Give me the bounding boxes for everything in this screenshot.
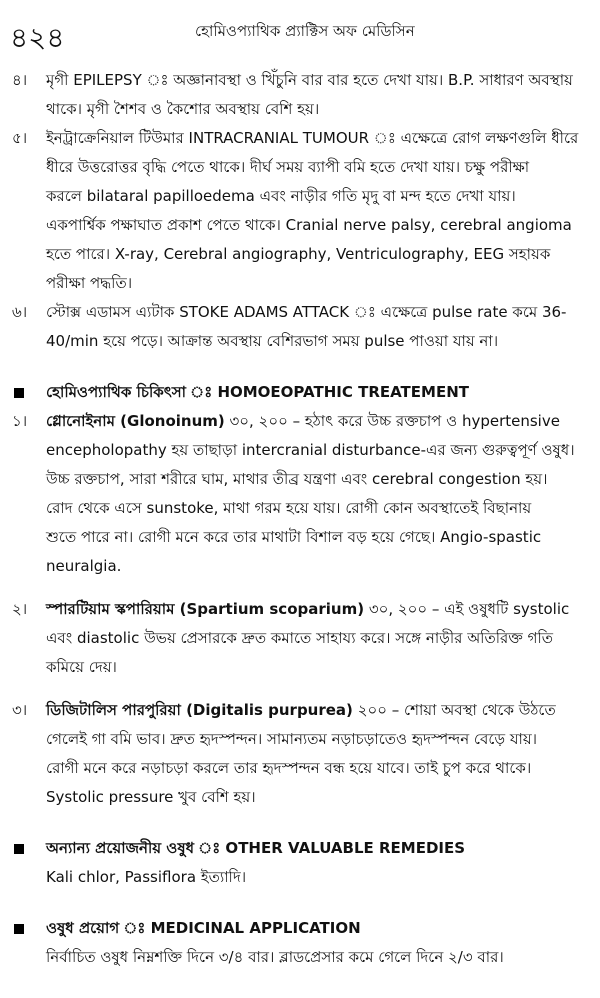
remedy-text: ৩০, ২০০ – এই ওষুধটি systolic — [364, 600, 570, 618]
text-line: হতে পারে। X-ray, Cerebral angiography, Ventriculography, EEG সহায়ক — [46, 245, 551, 263]
text-line: কমিয়ে দেয়। — [46, 658, 117, 676]
running-title: হোমিওপ্যাথিক প্র্যাক্টিস অফ মেডিসিন — [195, 22, 415, 40]
page-number: ৪২৪ — [10, 21, 65, 54]
list-item — [0, 298, 600, 356]
section-heading: অন্যান্য প্রয়োজনীয় ওষুধ ঃ OTHER VALUABLE REMEDIES — [46, 839, 466, 857]
text-line: নির্বাচিত ওষুধ নিম্নশক্তি দিনে ৩/৪ বার। ব্লাডপ্রেসার কমে গেলে দিনে ২/৩ বার। — [46, 948, 504, 966]
remedy-item — [0, 595, 600, 682]
application-section — [0, 914, 600, 972]
item-number: ৩। — [12, 701, 28, 719]
text-line: 40/min হয়ে পড়ে। আক্রান্ত অবস্থায় বেশিরভাগ সময় pulse পাওয়া যায় না। — [46, 332, 499, 350]
square-bullet-icon — [14, 844, 24, 854]
square-bullet-icon — [14, 388, 24, 398]
text-line: রোদ থেকে এসে sunstoke, মাথা গরম হয়ে যায়। রোগী কোন অবস্থাতেই বিছানায় — [46, 499, 532, 517]
text-line: মৃগী EPILEPSY ঃ অজ্ঞানাবস্থা ও খিঁচুনি বার বার হতে দেখা যায়। B.P. সাধারণ অবস্থায় — [46, 71, 573, 89]
remedy-name: গ্লোনোইনাম (Glonoinum) — [46, 412, 225, 430]
text-line: শুতে পারে না। রোগী মনে করে তার মাথাটা বিশাল বড় হয়ে গেছে। Angio-spastic — [46, 528, 542, 546]
text-line: রোগী মনে করে নড়াচড়া করলে তার হৃদস্পন্দন বন্ধ হয়ে যাবে। তাই চুপ করে থাকে। — [46, 759, 532, 777]
item-number: ৫। — [12, 129, 28, 147]
remedy-name: ডিজিটালিস পারপুরিয়া (Digitalis purpurea) — [46, 701, 353, 719]
item-number: ৬। — [12, 303, 28, 321]
other-remedies-section — [0, 834, 600, 892]
section-heading: হোমিওপ্যাথিক চিকিৎসা ঃ HOMOEOPATHIC TREATEMENT — [46, 383, 469, 401]
remedy-text: ২০০ – শোয়া অবস্থা থেকে উঠতে — [352, 701, 556, 719]
text-line: একপার্শ্বিক পক্ষাঘাত প্রকাশ পেতে থাকে। Cranial nerve palsy, cerebral angioma — [46, 216, 572, 234]
page-header — [0, 14, 600, 54]
list-item — [0, 124, 600, 298]
page-content — [0, 66, 600, 972]
text-line: encepholopathy হয় তাছাড়া intercranial disturbance-এর জন্য গুরুত্বপূর্ণ ওষুধ। — [46, 441, 575, 459]
list-item — [0, 66, 600, 124]
square-bullet-icon — [14, 924, 24, 934]
text-line: Kali chlor, Passiflora ইত্যাদি। — [46, 868, 247, 886]
remedy-name: স্পারটিয়াম স্কপারিয়াম (Spartium scoparium) — [46, 600, 365, 618]
text-line: ইনট্রাক্রেনিয়াল টিউমার INTRACRANIAL TUMOUR ঃ এক্ষেত্রে রোগ লক্ষণগুলি ধীরে — [46, 129, 579, 147]
text-line: ধীরে উত্তরোত্তর বৃদ্ধি পেতে থাকে। দীর্ঘ সময় ব্যাপী বমি হতে দেখা যায়। চক্ষু পরীক্ষা — [46, 158, 530, 176]
text-line — [46, 595, 586, 624]
text-line — [46, 696, 586, 725]
text-line: পরীক্ষা পদ্ধতি। — [46, 274, 133, 292]
text-line: neuralgia. — [46, 557, 122, 575]
item-number: ২। — [12, 600, 28, 618]
text-line: গেলেই গা বমি ভাব। দ্রুত হৃদস্পন্দন। সামান্যতম নড়াচড়াতেও হৃদস্পন্দন বেড়ে যায়। — [46, 730, 538, 748]
section-heading: ওষুধ প্রয়োগ ঃ MEDICINAL APPLICATION — [46, 919, 361, 937]
text-line: এবং diastolic উভয় প্রেসারকে দ্রুত কমাতে সাহায্য করে। সঙ্গে নাড়ীর অতিরিক্ত গতি — [46, 629, 553, 647]
text-line: করলে bilataral papilloedema এবং নাড়ীর গতি মৃদু বা মন্দ হতে দেখা যায়। — [46, 187, 516, 205]
text-line: Systolic pressure খুব বেশি হয়। — [46, 788, 256, 806]
remedy-item — [0, 407, 600, 581]
text-line: স্টোক্স এডামস এ্যটাক STOKE ADAMS ATTACK ঃ এক্ষেত্রে pulse rate কমে 36- — [46, 303, 567, 321]
item-number: ৪। — [12, 71, 28, 89]
item-number: ১। — [12, 412, 28, 430]
remedy-text: ৩০, ২০০ – হঠাৎ করে উচ্চ রক্তচাপ ও hypertensive — [224, 412, 560, 430]
text-line — [46, 407, 586, 436]
text-line: উচ্চ রক্তচাপ, সারা শরীরে ঘাম, মাথার তীব্র যন্ত্রণা এবং cerebral congestion হয়। — [46, 470, 548, 488]
remedy-item — [0, 696, 600, 812]
text-line: থাকে। মৃগী শৈশব ও কৈশোর অবস্থায় বেশি হয়। — [46, 100, 320, 118]
treatment-section — [0, 378, 600, 407]
